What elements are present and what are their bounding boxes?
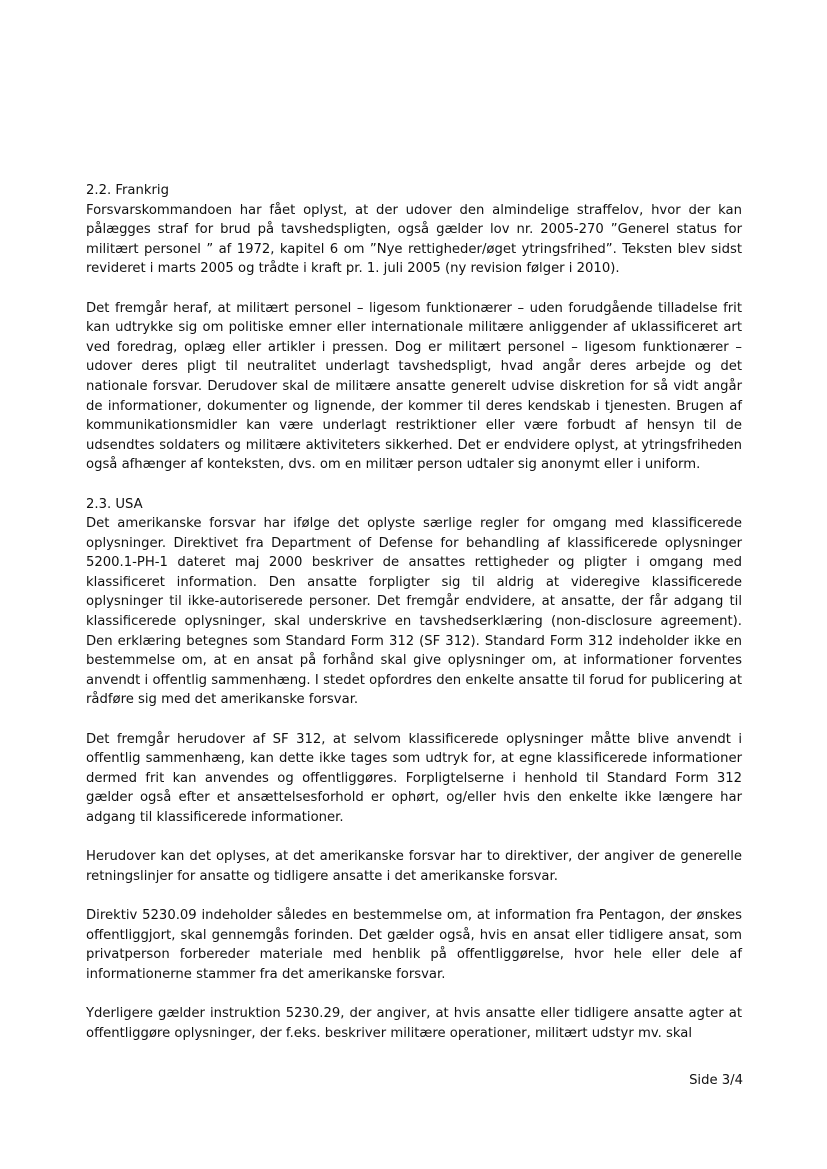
page-number: Side 3/4 [689,1073,743,1088]
paragraph: Forsvarskommandoen har fået oplyst, at der udover den almindelige straffelov, hvor der kan pålægges straf for brud på tavshedspligten, også gælder lov nr. 2005-270 ”Generel status for militært personel ” af 1972, kapitel 6 om ”Nye rettigheder/øget ytringsfrihed”. Teksten blev sidst revideret i marts 2005 og trådte i kraft pr. 1. juli 2005 (ny revision følger i 2010). [86,202,742,277]
section-heading-usa: 2.3. USA [86,496,143,512]
paragraph: Direktiv 5230.09 indeholder således en bestemmelse om, at information fra Pentagon, der ønskes offentliggjort, skal gennemgås forinden. Det gælder også, hvis en ansat eller tidligere ansat, som privatperson forbereder materiale med henblik på offentliggørelse, hvor hele eller dele af informationerne stammer fra det amerikanske forsvar. [86,907,742,982]
paragraph: Det amerikanske forsvar har ifølge det oplyste særlige regler for omgang med klassificerede oplysninger. Direktivet fra Department of Defense for behandling af klassificerede oplysninger 5200.1-PH-1 dateret maj 2000 beskriver de ansattes rettigheder og pligter i omgang med klassificeret information. Den ansatte forpligter sig til aldrig at videregive klassificerede oplysninger til ikke-autoriserede personer. Det fremgår endvidere, at ansatte, der får adgang til klassificerede oplysninger, skal underskrive en tavshedserklæring (non-disclosure agreement). Den erklæring betegnes som Standard Form 312 (SF 312). Standard Form 312 indeholder ikke en bestemmelse om, at en ansat på forhånd skal give oplysninger om, at informationer forventes anvendt i offentlig sammenhæng. I stedet opfordres den enkelte ansatte til forud for publicering at rådføre sig med det amerikanske forsvar. [86,516,742,708]
section-heading-frankrig: 2.2. Frankrig [86,183,169,198]
paragraph: Det fremgår herudover af SF 312, at selvom klassificerede oplysninger måtte blive anvendt i offentlig sammenhæng, kan dette ikke tages som udtryk for, at egne klassificerede informationer dermed frit kan anvendes og offentliggøres. Forpligtelserne i henhold til Standard Form 312 gælder også efter et ansættelsesforhold er ophørt, og/eller hvis den enkelte ikke længere har adgang til klassificerede informationer. [86,731,742,825]
paragraph: Herudover kan det oplyses, at det amerikanske forsvar har to direktiver, der angiver de generelle retningslinjer for ansatte og tidligere ansatte i det amerikanske forsvar. [86,849,742,884]
paragraph: Yderligere gælder instruktion 5230.29, der angiver, at hvis ansatte eller tidligere ansatte agter at offentliggøre oplysninger, der f.eks. beskriver militære operationer, militært udstyr mv. skal [86,1005,742,1041]
paragraph: Det fremgår heraf, at militært personel – ligesom funktionærer – uden forudgående tilladelse frit kan udtrykke sig om politiske emner eller internationale militære anliggender af uklassificeret art ved foredrag, oplæg eller artikler i pressen. Dog er militært personel – ligesom funktionærer – udover deres pligt til neutralitet underlagt tavshedspligt, hvad angår deres arbejde og det nationale forsvar. Derudover skal de militære ansatte generelt udvise diskretion for så vidt angår de informationer, dokumenter og lignende, der kommer til deres kendskab i tjenesten. Brugen af kommunikationsmidler kan være underlagt restriktioner eller være forbudt af hensyn til de udsendtes soldaters og militære aktiviteters sikkerhed. Det er endvidere oplyst, at ytringsfriheden også afhænger af konteksten, dvs. om en militær person udtaler sig anonymt eller i uniform. [86,300,742,473]
document-body [86,181,742,1043]
